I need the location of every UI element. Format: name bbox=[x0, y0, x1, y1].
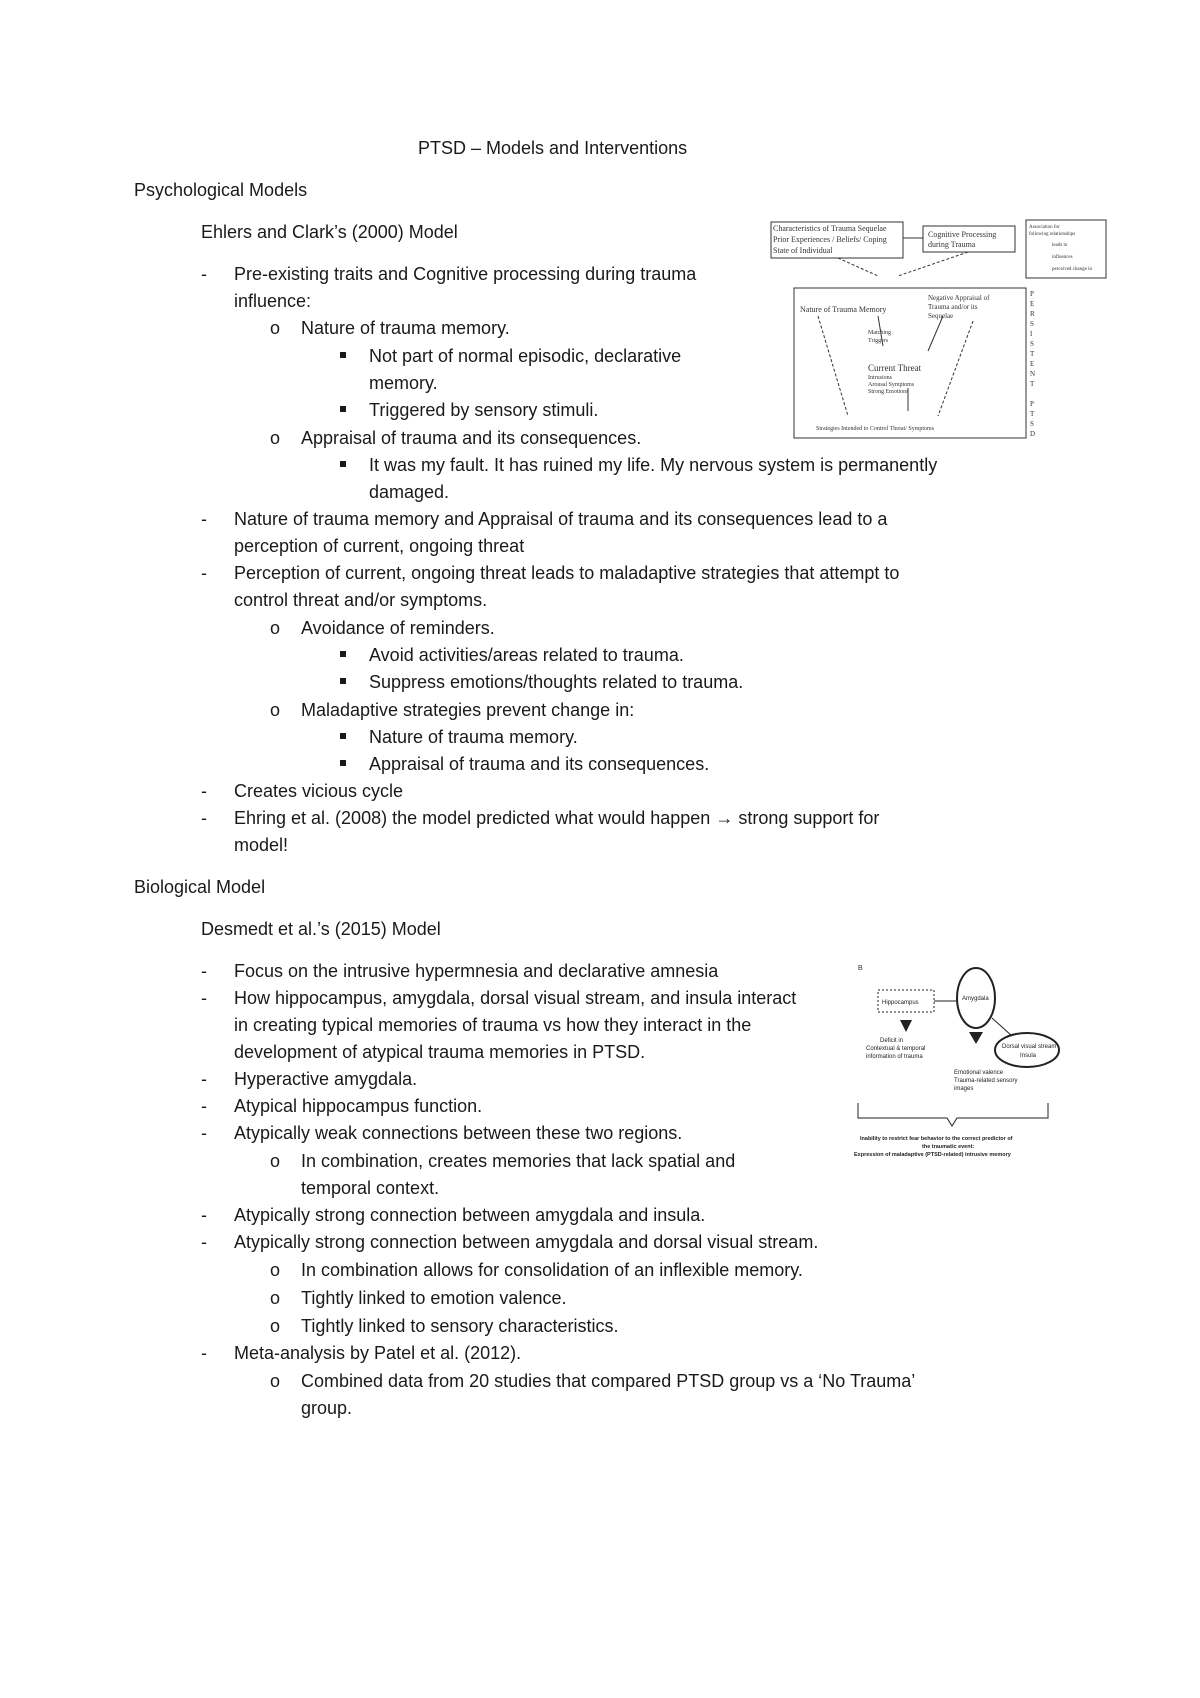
fig1-side-letter: T bbox=[1030, 380, 1035, 388]
psych-bullet-3b1: Nature of trauma memory. bbox=[369, 727, 578, 747]
bio-bullet-7b: Tightly linked to emotion valence. bbox=[301, 1288, 567, 1308]
fig1-appraisal-2: Trauma and/or its bbox=[928, 303, 978, 311]
fig1-appraisal-1: Negative Appraisal of bbox=[928, 294, 990, 302]
dash-marker: - bbox=[201, 563, 207, 583]
fig1-side-letter: P bbox=[1030, 400, 1034, 408]
bio-bullet-2-cont: development of atypical trauma memories in PTSD. bbox=[234, 1042, 646, 1062]
psych-bullet-5-text: Ehring et al. (2008) the model predicted what would happen bbox=[234, 808, 711, 828]
fig1-matching-1: Matching bbox=[868, 330, 891, 336]
bio-bullet-7: Atypically strong connection between amygdala and dorsal visual stream. bbox=[234, 1232, 819, 1252]
fig2-deficit-1: Deficit in bbox=[880, 1038, 904, 1044]
fig1-side-letter: E bbox=[1030, 360, 1035, 368]
fig1-nature: Nature of Trauma Memory bbox=[800, 305, 887, 314]
fig1-threat: Current Threat bbox=[868, 363, 922, 373]
fig1-side-letter: E bbox=[1030, 300, 1035, 308]
fig1-appraisal-3: Sequelae bbox=[928, 312, 954, 320]
fig1-side-letter: D bbox=[1030, 430, 1036, 438]
square-bullet bbox=[340, 651, 346, 657]
fig1-side-letter: S bbox=[1030, 340, 1034, 348]
fig1-box1-line3: State of Individual bbox=[773, 246, 833, 255]
psych-bullet-1a: Nature of trauma memory. bbox=[301, 318, 510, 338]
fig2-sensory-1: Emotional valence bbox=[954, 1070, 1004, 1076]
square-bullet bbox=[340, 461, 346, 467]
fig2-caption-3: Expression of maladaptive (PTSD-related) intrusive memory bbox=[854, 1152, 1011, 1158]
psychological-models-heading: Psychological Models bbox=[134, 180, 308, 200]
dash-marker: - bbox=[201, 264, 207, 284]
dash-marker: - bbox=[201, 1069, 207, 1089]
psych-bullet-1: Pre-existing traits and Cognitive processing during trauma bbox=[234, 264, 697, 284]
fig1-side-letter: P bbox=[1030, 290, 1034, 298]
square-bullet bbox=[340, 352, 346, 358]
desmedt-model-heading: Desmedt et al.’s (2015) Model bbox=[201, 919, 441, 939]
circle-marker: o bbox=[270, 1151, 281, 1171]
fig1-side-letter: S bbox=[1030, 320, 1034, 328]
fig1-box2-line2: during Trauma bbox=[928, 240, 976, 249]
circle-marker: o bbox=[270, 1260, 281, 1280]
fig2-dorsal-1: Dorsal visual stream bbox=[1002, 1044, 1057, 1050]
fig1-side-letter: T bbox=[1030, 410, 1035, 418]
bio-bullet-5a: In combination, creates memories that lack spatial and bbox=[301, 1151, 736, 1171]
fig1-matching-2: Triggers bbox=[868, 338, 889, 344]
psych-bullet-3a: Avoidance of reminders. bbox=[301, 618, 495, 638]
psych-bullet-1a1-cont: memory. bbox=[369, 373, 438, 393]
bio-bullet-7c: Tightly linked to sensory characteristics. bbox=[301, 1316, 619, 1336]
biological-model-heading: Biological Model bbox=[134, 877, 266, 897]
psych-bullet-3b: Maladaptive strategies prevent change in: bbox=[301, 700, 635, 720]
fig2-caption-1: Inability to restrict fear behavior to the correct predictor of bbox=[860, 1136, 1013, 1142]
arrow-down-icon bbox=[900, 1020, 912, 1032]
psych-bullet-4: Creates vicious cycle bbox=[234, 781, 404, 801]
fig1-side-letter: T bbox=[1030, 350, 1035, 358]
dash-marker: - bbox=[201, 509, 207, 529]
circle-marker: o bbox=[270, 318, 281, 338]
psych-bullet-2-cont: perception of current, ongoing threat bbox=[234, 536, 525, 556]
fig2-sensory-2: Trauma-related sensory bbox=[954, 1078, 1018, 1084]
psych-bullet-5 bbox=[234, 807, 879, 829]
psych-bullet-3-cont: control threat and/or symptoms. bbox=[234, 590, 488, 610]
fig1-side-letter: N bbox=[1030, 370, 1036, 378]
ehlers-clark-diagram-svg bbox=[768, 216, 1108, 446]
bio-bullet-8a-cont: group. bbox=[301, 1398, 353, 1418]
psych-bullet-1a1: Not part of normal episodic, declarative bbox=[369, 346, 682, 366]
circle-marker: o bbox=[270, 1316, 281, 1336]
bio-bullet-7a: In combination allows for consolidation of an inflexible memory. bbox=[301, 1260, 803, 1280]
bio-bullet-2-cont: in creating typical memories of trauma vs how they interact in the bbox=[234, 1015, 752, 1035]
square-bullet bbox=[340, 733, 346, 739]
page-title: PTSD – Models and Interventions bbox=[418, 138, 688, 158]
fig1-side-letter: S bbox=[1030, 420, 1034, 428]
circle-marker: o bbox=[270, 1288, 281, 1308]
dash-marker: - bbox=[201, 961, 207, 981]
psych-bullet-5-cont: model! bbox=[234, 835, 289, 855]
fig2-amygdala: Amygdala bbox=[962, 996, 989, 1002]
square-bullet bbox=[340, 406, 346, 412]
square-bullet bbox=[340, 678, 346, 684]
bio-bullet-8: Meta-analysis by Patel et al. (2012). bbox=[234, 1343, 522, 1363]
fig1-box1-line2: Prior Experiences / Beliefs/ Coping bbox=[773, 235, 887, 244]
psych-bullet-5-text-b: strong support for bbox=[738, 808, 880, 828]
psych-bullet-1b1-cont: damaged. bbox=[369, 482, 450, 502]
psych-bullet-3a1: Avoid activities/areas related to trauma. bbox=[369, 645, 684, 665]
fig1-threat-sub-2: Arousal Symptoms bbox=[868, 382, 915, 388]
dash-marker: - bbox=[201, 1205, 207, 1225]
fig1-threat-sub-3: Strong Emotions bbox=[868, 389, 909, 395]
fig2-deficit-2: Contextual & temporal bbox=[866, 1046, 926, 1052]
fig1-side-letter: I bbox=[1030, 330, 1033, 338]
dash-marker: - bbox=[201, 781, 207, 801]
bio-bullet-8a: Combined data from 20 studies that compared PTSD group vs a ‘No Trauma’ bbox=[301, 1371, 916, 1391]
dash-marker: - bbox=[201, 1096, 207, 1116]
psych-bullet-1b1: It was my fault. It has ruined my life. My nervous system is permanently bbox=[369, 455, 938, 475]
bio-bullet-5a-cont: temporal context. bbox=[301, 1178, 440, 1198]
circle-marker: o bbox=[270, 1371, 281, 1391]
circle-marker: o bbox=[270, 618, 281, 638]
psych-bullet-1a2: Triggered by sensory stimuli. bbox=[369, 400, 599, 420]
psych-bullet-1-cont: influence: bbox=[234, 291, 312, 311]
square-bullet bbox=[340, 760, 346, 766]
fig1-box1-line1: Characteristics of Trauma Sequelae bbox=[773, 224, 887, 233]
arrow-icon: → bbox=[715, 808, 734, 828]
psych-bullet-2: Nature of trauma memory and Appraisal of trauma and its consequences lead to a bbox=[234, 509, 888, 529]
fig1-legend-5: perceived change in bbox=[1052, 267, 1092, 272]
bio-bullet-3: Hyperactive amygdala. bbox=[234, 1069, 418, 1089]
dash-marker: - bbox=[201, 1123, 207, 1143]
circle-marker: o bbox=[270, 700, 281, 720]
psych-bullet-3b2: Appraisal of trauma and its consequences. bbox=[369, 754, 710, 774]
bio-bullet-4: Atypical hippocampus function. bbox=[234, 1096, 483, 1116]
fig2-hippocampus: Hippocampus bbox=[882, 1000, 919, 1006]
ehlers-clark-model-heading: Ehlers and Clark’s (2000) Model bbox=[201, 222, 458, 242]
ehlers-clark-diagram bbox=[768, 216, 1108, 446]
bio-bullet-5: Atypically weak connections between these two regions. bbox=[234, 1123, 683, 1143]
psych-bullet-3a2: Suppress emotions/thoughts related to trauma. bbox=[369, 672, 744, 692]
fig1-legend-2: following relationships bbox=[1029, 232, 1076, 237]
dash-marker: - bbox=[201, 808, 207, 828]
circle-marker: o bbox=[270, 428, 281, 448]
fig1-legend-3: leads to bbox=[1052, 243, 1068, 248]
fig2-deficit-3: information of trauma bbox=[866, 1054, 923, 1060]
fig1-strategies: Strategies Intended to Control Threat/ Symptoms bbox=[816, 426, 935, 432]
fig2-dorsal-2: Insula bbox=[1020, 1053, 1037, 1059]
bio-bullet-1: Focus on the intrusive hypermnesia and declarative amnesia bbox=[234, 961, 719, 981]
fig1-side-letter: R bbox=[1030, 310, 1035, 318]
arrow-down-icon bbox=[969, 1032, 983, 1044]
bio-bullet-2: How hippocampus, amygdala, dorsal visual stream, and insula interact bbox=[234, 988, 797, 1008]
bio-bullet-6: Atypically strong connection between amygdala and insula. bbox=[234, 1205, 706, 1225]
fig2-sensory-3: images bbox=[954, 1086, 974, 1092]
dash-marker: - bbox=[201, 1343, 207, 1363]
psych-bullet-3: Perception of current, ongoing threat leads to maladaptive strategies that attempt to bbox=[234, 563, 900, 583]
fig1-legend-1: Association for bbox=[1029, 225, 1060, 230]
fig1-box2-line1: Cognitive Processing bbox=[928, 230, 997, 239]
fig1-legend-4: influences bbox=[1052, 255, 1073, 260]
desmedt-diagram bbox=[852, 958, 1062, 1168]
fig2-panel-label: B bbox=[858, 965, 863, 972]
psych-bullet-1b: Appraisal of trauma and its consequences. bbox=[301, 428, 642, 448]
desmedt-diagram-svg bbox=[852, 958, 1062, 1168]
fig2-caption-2: the traumatic event: bbox=[922, 1144, 975, 1150]
dash-marker: - bbox=[201, 988, 207, 1008]
dash-marker: - bbox=[201, 1232, 207, 1252]
fig1-threat-sub-1: Intrusions bbox=[868, 375, 892, 381]
